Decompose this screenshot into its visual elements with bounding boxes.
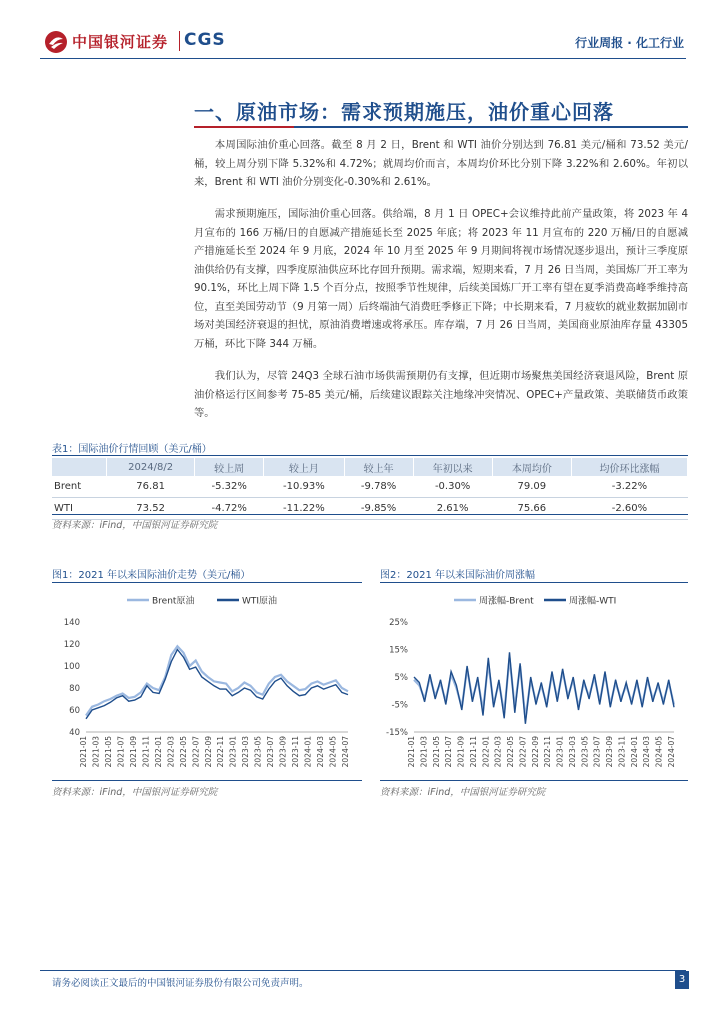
chart1-x-tick-label: 2022-09 [203, 736, 213, 768]
page-number: 3 [675, 971, 689, 989]
chart1-x-tick-label: 2021-01 [79, 736, 88, 768]
chart1-series-line [86, 646, 348, 715]
figure1-source: 资料来源：iFind，中国银河证券研究院 [52, 787, 218, 798]
table-title: 表1：国际油价行情回顾（美元/桶） [52, 444, 212, 455]
table-cell: -3.22% [571, 476, 687, 498]
chart1-x-tick-label: 2023-07 [266, 736, 276, 768]
table-cell: -9.78% [344, 476, 413, 498]
table-cell: -11.22% [264, 498, 345, 520]
section-title: 一、原油市场：需求预期施压，油价重心回落 [194, 100, 614, 124]
chart1-x-tick-label: 2024-05 [328, 736, 338, 768]
chart1-x-tick-label: 2024-01 [303, 736, 313, 768]
paragraph-3: 我们认为，尽管 24Q3 全球石油市场供需预期仍有支撑，但近期市场聚焦美国经济衰退风险，Brent 原油价格运行区间参考 75-85 美元/桶，后续建议跟踪关注地缘冲突情况、OPEC+产量政策、美联储货币政策等。 [194, 370, 688, 419]
title-rule-accent [194, 126, 294, 128]
chart2-x-tick-label: 2021-03 [419, 736, 429, 768]
table-cell: -2.60% [571, 498, 687, 520]
figure2-top-rule [380, 582, 688, 583]
chart2-y-tick-label: -5% [391, 700, 408, 711]
chart2-x-tick-label: 2021-07 [444, 736, 454, 768]
table-header-cell: 较上周 [195, 458, 264, 476]
table-top-rule [52, 455, 688, 456]
chart2-x-tick-label: 2022-11 [543, 736, 553, 768]
table-cell: 73.52 [107, 498, 195, 520]
company-logo-icon [44, 30, 68, 54]
chart1-x-tick-label: 2021-07 [116, 736, 126, 768]
chart1-x-tick-label: 2021-11 [141, 736, 151, 768]
oil-price-weekly-change-chart [380, 586, 688, 778]
chart2-y-tick-label: 15% [389, 645, 408, 656]
chart1-x-tick-label: 2023-05 [253, 736, 263, 768]
chart2-x-tick-label: 2023-11 [617, 736, 627, 768]
chart2-x-tick-label: 2021-01 [407, 736, 416, 768]
chart1-x-tick-label: 2024-07 [341, 736, 350, 768]
table-row [52, 476, 688, 498]
chart2-x-tick-label: 2021-09 [456, 736, 466, 768]
chart1-y-tick-label: 140 [63, 618, 80, 628]
chart2-x-tick-label: 2024-03 [642, 736, 652, 768]
table-cell: -5.32% [195, 476, 264, 498]
chart2-legend-label: 周涨幅-WTI [569, 596, 617, 607]
chart1-x-tick-label: 2022-03 [166, 736, 176, 768]
chart2-x-tick-label: 2024-01 [629, 736, 639, 768]
table-cell: -10.93% [264, 476, 345, 498]
figure2-title: 图2：2021 年以来国际油价周涨幅 [380, 570, 535, 581]
figure1-bottom-rule [52, 780, 362, 781]
paragraph-1: 本周国际油价重心回落。截至 8 月 2 日，Brent 和 WTI 油价分别达到 76.81 美元/桶和 73.52 美元/桶，较上周分别下降 5.32%和 4.72%；就周均价而言，本周均价环比分别下降 3.22%和 2.60%。年初以来，Brent 和 WTI 油价分别变化-0.30%和 2.61%。 [194, 139, 688, 188]
chart2-y-tick-label: 5% [394, 673, 408, 683]
oil-price-table [52, 458, 688, 520]
chart2-x-tick-label: 2022-01 [481, 736, 491, 768]
chart2-series-line [414, 652, 674, 724]
chart2-y-tick-label: -15% [386, 728, 408, 738]
chart1-x-tick-label: 2022-05 [178, 736, 188, 768]
chart2-x-tick-label: 2023-01 [555, 736, 565, 768]
table-header-cell: 较上年 [344, 458, 413, 476]
chart2-x-tick-label: 2024-05 [654, 736, 664, 768]
chart2-x-tick-label: 2024-07 [667, 736, 676, 768]
header-divider [40, 58, 686, 59]
chart1-x-tick-label: 2023-03 [241, 736, 251, 768]
logo-text-en: CGS [184, 30, 226, 50]
table-cell: 76.81 [107, 476, 195, 498]
chart1-y-tick-label: 120 [63, 640, 80, 650]
figure1-top-rule [52, 582, 362, 583]
table-cell: -4.72% [195, 498, 264, 520]
footer-disclaimer: 请务必阅读正文最后的中国银河证券股份有限公司免责声明。 [52, 978, 309, 989]
table-header-cell: 较上月 [264, 458, 345, 476]
figure2-bottom-rule [380, 780, 688, 781]
oil-price-trend-chart [52, 586, 362, 778]
chart1-x-tick-label: 2021-03 [91, 736, 101, 768]
chart1-y-tick-label: 80 [69, 684, 80, 694]
chart2-x-tick-label: 2022-03 [493, 736, 503, 768]
chart1-x-tick-label: 2022-07 [191, 736, 201, 768]
figure1-title: 图1：2021 年以来国际油价走势（美元/桶） [52, 570, 251, 581]
chart1-series-line [86, 650, 348, 719]
chart1-x-tick-label: 2022-01 [153, 736, 163, 768]
chart1-y-tick-label: 100 [63, 662, 80, 672]
chart2-x-tick-label: 2023-09 [605, 736, 615, 768]
table-cell: 79.09 [492, 476, 571, 498]
table-cell: Brent [52, 476, 107, 498]
chart1-legend-label: WTI原油 [242, 596, 278, 607]
paragraph-2: 需求预期施压，国际油价重心回落。供给端，8 月 1 日 OPEC+会议维持此前产量政策，将 2023 年 4 月宣布的 166 万桶/日的自愿减产措施延长至 2025 年底；将 2023 年 11 月宣布的 220 万桶/日的自愿减产措施延长至 2024 年 9 月底，2024 年 10 月至 2025 年 9 月期间将视市场情况逐步退出，预计三季度原油供给仍有支撑，四季度原油供应环比存回升预期。需求端，短期来看，7 月 26 日当周，美国炼厂开工率为 90.1%，环比上周下降 1.5 个百分点，按照季节性规律，后续美国炼厂开工率有望在夏季消费高峰季维持高位，直至美国劳动节（9 月第一周）后终端油气消费旺季修正下降；中长期来看，7 月疲软的就业数据加剧市场对美国经济衰退的担忧，原油消费增速或将承压。库存端，7 月 26 日当周，美国商业原油库存量 43305 万桶，环比下降 344 万桶。 [194, 208, 688, 350]
chart2-x-tick-label: 2022-09 [530, 736, 540, 768]
table-header-row [52, 458, 688, 476]
table-header-cell: 2024/8/2 [107, 458, 195, 476]
chart1-x-tick-label: 2021-09 [128, 736, 138, 768]
table-cell: -0.30% [413, 476, 492, 498]
chart1-x-tick-label: 2021-05 [103, 736, 113, 768]
chart1-x-tick-label: 2023-11 [291, 736, 301, 768]
footer-divider [40, 970, 686, 971]
figure2-source: 资料来源：iFind，中国银河证券研究院 [380, 787, 546, 798]
table-cell: WTI [52, 498, 107, 520]
chart2-x-tick-label: 2022-05 [506, 736, 516, 768]
chart2-x-tick-label: 2023-07 [592, 736, 602, 768]
logo-text-cn: 中国银河证券 [72, 33, 169, 51]
chart2-x-tick-label: 2021-05 [431, 736, 441, 768]
chart2-x-tick-label: 2023-05 [580, 736, 590, 768]
chart2-x-tick-label: 2022-07 [518, 736, 528, 768]
chart1-x-tick-label: 2024-03 [316, 736, 326, 768]
table-cell: 75.66 [492, 498, 571, 520]
table-cell: 2.61% [413, 498, 492, 520]
chart1-x-tick-label: 2022-11 [216, 736, 226, 768]
table-header-cell: 本周均价 [492, 458, 571, 476]
table-header-cell: 年初以来 [413, 458, 492, 476]
report-type: 行业周报 · 化工行业 [575, 36, 684, 50]
chart2-legend-label: 周涨幅-Brent [479, 596, 534, 607]
logo-separator [179, 31, 180, 51]
chart2-y-tick-label: 25% [389, 618, 408, 628]
table-bottom-rule [52, 514, 688, 515]
table-header-cell [52, 458, 107, 476]
chart2-x-tick-label: 2023-03 [567, 736, 577, 768]
table-header-cell: 均价环比涨幅 [571, 458, 687, 476]
chart2-x-tick-label: 2021-11 [468, 736, 478, 768]
chart1-y-tick-label: 60 [69, 706, 80, 716]
chart1-y-tick-label: 40 [69, 728, 80, 738]
table-cell: -9.85% [344, 498, 413, 520]
chart1-legend-label: Brent原油 [152, 596, 195, 607]
chart1-x-tick-label: 2023-01 [228, 736, 238, 768]
chart1-x-tick-label: 2023-09 [278, 736, 288, 768]
table-source: 资料来源：iFind，中国银河证券研究院 [52, 520, 218, 531]
